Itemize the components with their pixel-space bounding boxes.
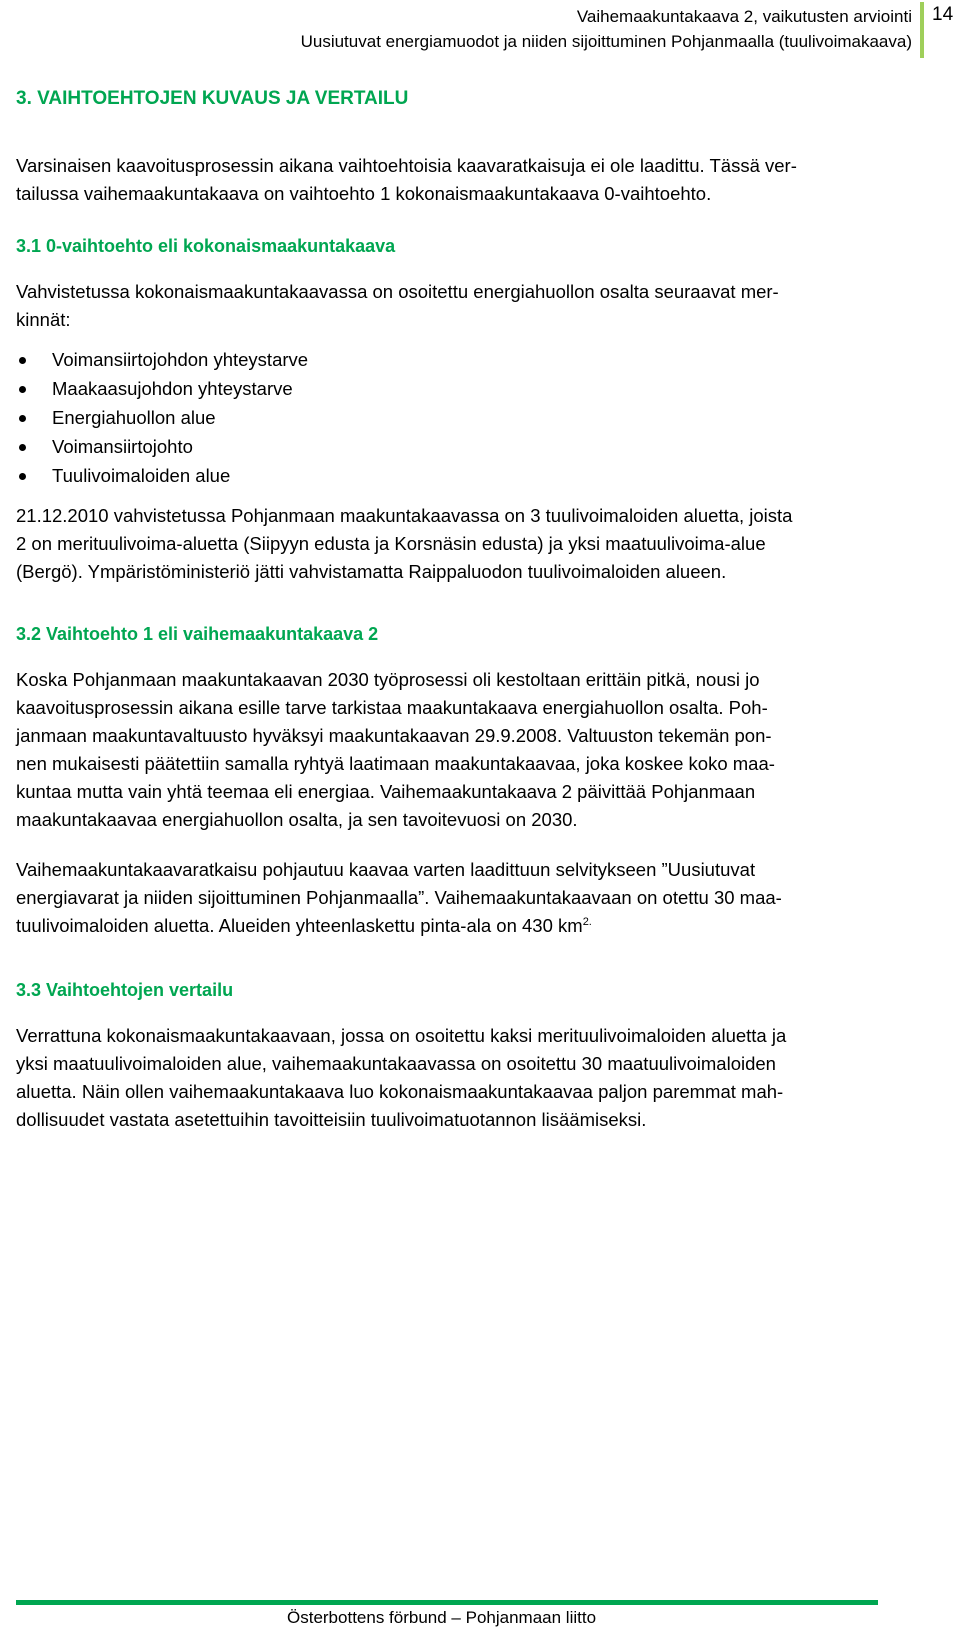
text-line: nen mukaisesti päätettiin samalla ryhtyä laatimaan maakuntakaavaa, joka koskee koko maa- — [16, 753, 775, 774]
page-header — [0, 0, 960, 60]
bullet-icon — [19, 415, 26, 422]
header-titles — [301, 4, 912, 54]
list-item-label: Energiahuollon alue — [52, 407, 216, 428]
page-number: 14 — [932, 4, 954, 25]
text-line: 21.12.2010 vahvistetussa Pohjanmaan maakuntakaavassa on 3 tuulivoimaloiden aluetta, joista — [16, 505, 793, 526]
text-line: kuntaa mutta vain yhtä teemaa eli energiaa. Vaihemaakuntakaava 2 päivittää Pohjanmaan — [16, 781, 756, 802]
energy-markings-list — [16, 345, 616, 490]
text-line: aluetta. Näin ollen vaihemaakuntakaava luo kokonaismaakuntakaavaa paljon paremmat mah- — [16, 1081, 784, 1102]
text-line: (Bergö). Ympäristöministeriö jätti vahvistamatta Raippaluodon tuulivoimaloiden alueen. — [16, 561, 727, 582]
text-line: energiavarat ja niiden sijoittuminen Pohjanmaalla”. Vaihemaakuntakaavaan on otettu 30 maa- — [16, 887, 782, 908]
text-line: Verrattuna kokonaismaakuntakaavaan, jossa on osoitettu kaksi merituulivoimaloiden aluetta ja — [16, 1025, 787, 1046]
footer-text: Österbottens förbund – Pohjanmaan liitto — [287, 1608, 597, 1627]
list-item-label: Voimansiirtojohto — [52, 436, 193, 457]
text-line: yksi maatuulivoimaloiden alue, vaihemaakuntakaavassa on osoitettu 30 maatuulivoimaloiden — [16, 1053, 776, 1074]
text-line: maakuntakaavaa energiahuollon osalta, ja sen tavoitevuosi on 2030. — [16, 809, 578, 830]
text-line: Vaihemaakuntakaavaratkaisu pohjautuu kaavaa varten laadittuun selvitykseen ”Uusiutuvat — [16, 859, 756, 880]
list-item-label: Maakaasujohdon yhteystarve — [52, 378, 293, 399]
list-item — [16, 374, 616, 403]
section-3-intro — [16, 152, 916, 208]
list-item-label: Tuulivoimaloiden alue — [52, 465, 231, 486]
header-divider — [920, 2, 924, 58]
text-line: Vahvistetussa kokonaismaakuntakaavassa on osoitettu energiahuollon osalta seuraavat mer- — [16, 281, 779, 302]
list-item — [16, 403, 616, 432]
footer-divider — [16, 1600, 878, 1605]
bullet-icon — [19, 473, 26, 480]
header-title-line-1: Vaihemaakuntakaava 2, vaikutusten arviointi — [576, 7, 912, 26]
text-line: tailussa vaihemaakuntakaava on vaihtoehto 1 kokonaismaakuntakaava 0-vaihtoehto. — [16, 183, 712, 204]
bullet-icon — [19, 357, 26, 364]
text-line — [16, 912, 916, 940]
section-3-2-paragraph-1 — [16, 666, 916, 834]
section-3-1-heading: 3.1 0-vaihtoehto eli kokonaismaakuntakaava — [16, 236, 396, 256]
text-line: Varsinaisen kaavoitusprosessin aikana vaihtoehtoisia kaavaratkaisuja ei ole laadittu. Tässä ver- — [16, 155, 797, 176]
header-title-line-2: Uusiutuvat energiamuodot ja niiden sijoittuminen Pohjanmaalla (tuulivoimakaava) — [300, 32, 912, 51]
bullet-icon — [19, 444, 26, 451]
text-fragment: tuulivoimaloiden aluetta. Alueiden yhteenlaskettu pinta-ala on 430 km — [16, 915, 583, 936]
section-3-3-heading: 3.3 Vaihtoehtojen vertailu — [16, 980, 234, 1000]
section-3-1-intro — [16, 278, 916, 334]
text-line: Koska Pohjanmaan maakuntakaavan 2030 työprosessi oli kestoltaan erittäin pitkä, nousi jo — [16, 669, 760, 690]
text-line: kaavoitusprosessin aikana esille tarve tarkistaa maakuntakaava energiahuollon osalta. Poh- — [16, 697, 768, 718]
section-3-2-heading: 3.2 Vaihtoehto 1 eli vaihemaakuntakaava 2 — [16, 624, 379, 644]
list-item — [16, 432, 616, 461]
text-line: dollisuudet vastata asetettuihin tavoitteisiin tuulivoimatuotannon lisäämiseksi. — [16, 1109, 647, 1130]
bullet-icon — [19, 386, 26, 393]
text-line: 2 on merituulivoima-aluetta (Siipyyn edusta ja Korsnäsin edusta) ja yksi maatuulivoima-alue — [16, 533, 766, 554]
text-line: kinnät: — [16, 309, 71, 330]
section-3-1-paragraph-2 — [16, 502, 916, 586]
text-line: janmaan maakuntavaltuusto hyväksyi maakuntakaavan 29.9.2008. Valtuuston tekemän pon- — [16, 725, 772, 746]
list-item — [16, 345, 616, 374]
list-item-label: Voimansiirtojohdon yhteystarve — [52, 349, 309, 370]
section-3-3-paragraph — [16, 1022, 916, 1134]
superscript: 2. — [582, 915, 592, 928]
section-3-heading: 3. VAIHTOEHTOJEN KUVAUS JA VERTAILU — [16, 88, 409, 109]
section-3-2-paragraph-2 — [16, 856, 916, 940]
list-item — [16, 461, 616, 490]
